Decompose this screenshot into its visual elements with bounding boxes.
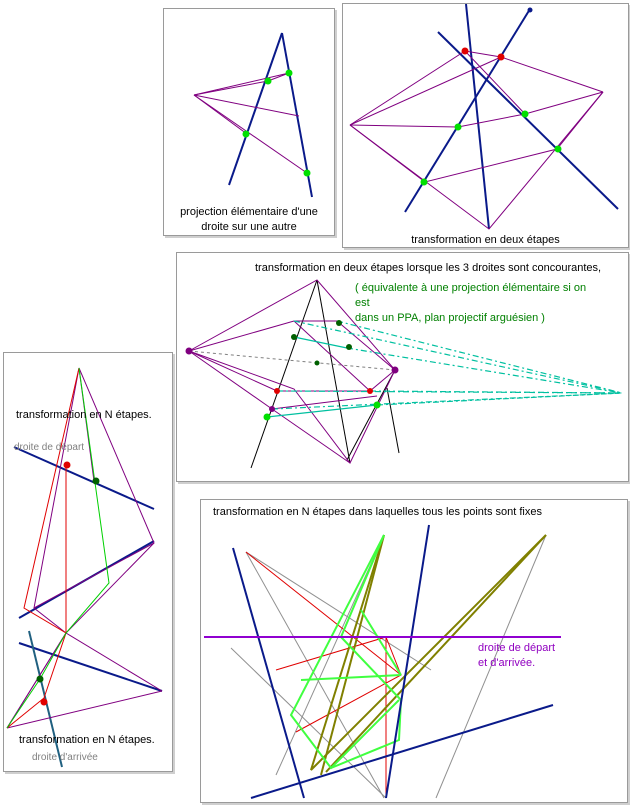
- panel-elementary-projection: [163, 8, 335, 236]
- title-bottom: transformation en N étapes.: [19, 734, 155, 746]
- label-line-2: et d'arrivée.: [478, 657, 536, 669]
- label-line-1: droite de départ: [478, 642, 556, 654]
- panel-two-step-transformation: [342, 3, 629, 248]
- note-line-1: ( équivalente à une projection élémentaire si on: [355, 282, 587, 294]
- label-start: droite de départ: [14, 442, 85, 453]
- title-top: transformation en N étapes.: [16, 409, 152, 421]
- panel-concurrent-lines: [176, 252, 629, 482]
- caption-line-1: projection élémentaire d'une: [180, 206, 318, 218]
- note-line-3: dans un PPA, plan projectif arguésien ): [355, 312, 545, 324]
- panel-title: transformation en deux étapes lorsque les 3 droites sont concourantes,: [255, 262, 602, 274]
- green-lines: [291, 535, 401, 768]
- projection-points: [243, 70, 311, 177]
- note-line-2: est: [355, 297, 370, 309]
- cyan-dashed-rays: [272, 321, 622, 409]
- diagram-elementary-projection: [164, 9, 334, 235]
- panel-title: transformation en N étapes dans laquelles tous les points sont fixes: [213, 506, 542, 518]
- navy-lines: [14, 447, 162, 691]
- grey-dashed: [189, 351, 395, 370]
- purple-lines: [350, 51, 603, 229]
- caption-line-2: droite sur une autre: [201, 221, 297, 233]
- line-source: [229, 33, 282, 185]
- diagram-fixed-points: [201, 500, 627, 802]
- label-end: droite d'arrivée: [32, 752, 98, 763]
- panel-n-step-transformation: [3, 352, 173, 772]
- caption-two-step: transformation en deux étapes: [411, 234, 560, 246]
- diagram-two-step: [343, 4, 628, 247]
- panel-fixed-points: [200, 499, 628, 803]
